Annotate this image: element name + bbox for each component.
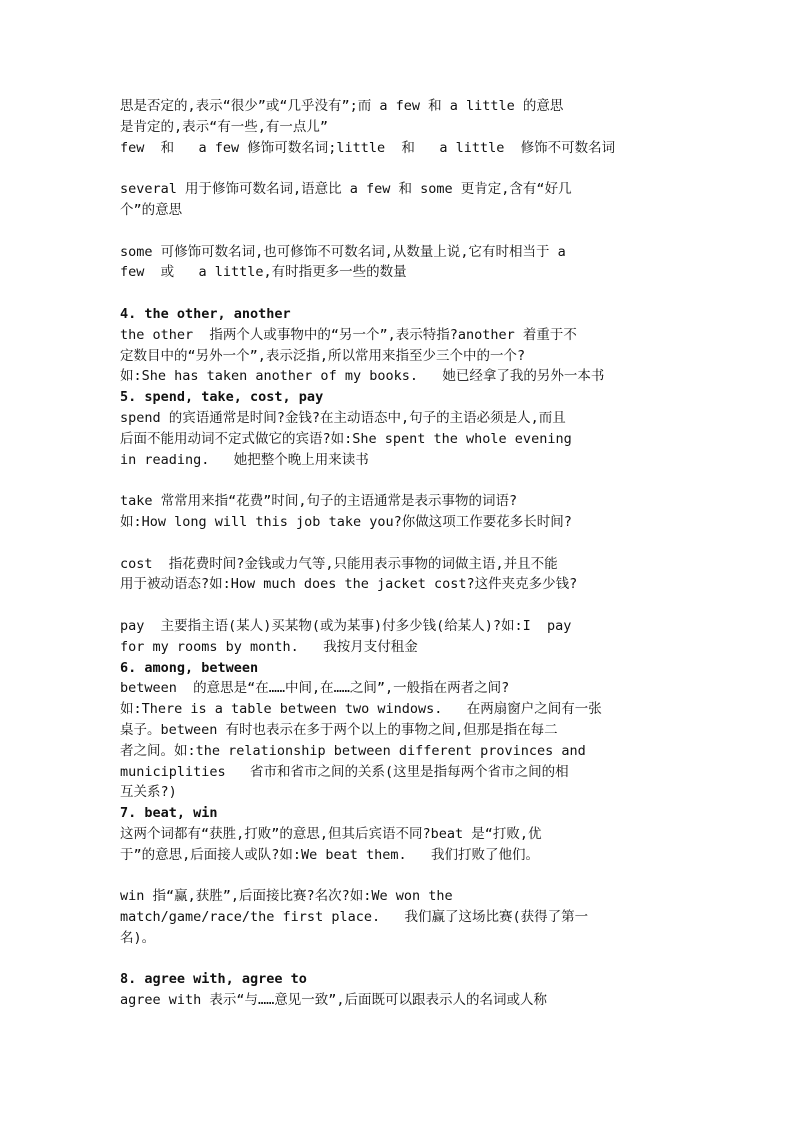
- text-line: few 或 a little,有时指更多一些的数量: [120, 264, 407, 281]
- text-line: match/game/race/the first place. 我们赢了这场比赛(获得了第一: [120, 909, 589, 926]
- paragraph: [120, 678, 680, 803]
- text-line: 用于被动语态?如:How much does the jacket cost?这件夹克多少钱?: [120, 576, 578, 593]
- paragraph: [120, 491, 680, 533]
- text-line: cost 指花费时间?金钱或力气等,只能用表示事物的词做主语,并且不能: [120, 555, 558, 572]
- text-line: municiplities 省市和省市之间的关系(这里是指每两个省市之间的相: [120, 763, 569, 780]
- text-line: 定数目中的“另外一个”,表示泛指,所以常用来指至少三个中的一个?: [120, 347, 526, 364]
- section-heading: 6. among, between: [120, 659, 259, 676]
- text-line: 个”的意思: [120, 201, 183, 218]
- document-page: [120, 96, 680, 1011]
- section-heading: 5. spend, take, cost, pay: [120, 389, 324, 406]
- text-line: 是肯定的,表示“有一些,有一点儿”: [120, 118, 329, 135]
- text-line: in reading. 她把整个晚上用来读书: [120, 451, 369, 468]
- text-line: 后面不能用动词不定式做它的宾语?如:She spent the whole evening: [120, 430, 572, 447]
- paragraph: [120, 990, 680, 1011]
- paragraph-spacer: [120, 949, 680, 970]
- paragraph: [120, 325, 680, 387]
- text-line: 桌子。between 有时也表示在多于两个以上的事物之间,但那是指在每二: [120, 721, 558, 738]
- text-line: some 可修饰可数名词,也可修饰不可数名词,从数量上说,它有时相当于 a: [120, 243, 566, 260]
- text-line: the other 指两个人或事物中的“另一个”,表示特指?another 着重于不: [120, 326, 577, 343]
- paragraph-spacer: [120, 470, 680, 491]
- paragraph: [120, 554, 680, 596]
- paragraph-spacer: [120, 158, 680, 179]
- paragraph: [120, 408, 680, 470]
- paragraph: [120, 96, 680, 158]
- paragraph-spacer: [120, 595, 680, 616]
- paragraph-spacer: [120, 283, 680, 304]
- text-line: agree with 表示“与……意见一致”,后面既可以跟表示人的名词或人称: [120, 992, 548, 1009]
- paragraph: [120, 616, 680, 658]
- text-line: 如:She has taken another of my books. 她已经拿了我的另外一本书: [120, 368, 605, 385]
- section-heading: 4. the other, another: [120, 305, 291, 322]
- text-line: 这两个词都有“获胜,打败”的意思,但其后宾语不同?beat 是“打败,优: [120, 825, 542, 842]
- text-line: for my rooms by month. 我按月支付租金: [120, 638, 418, 655]
- paragraph: [120, 886, 680, 948]
- text-line: 如:How long will this job take you?你做这项工作要花多长时间?: [120, 513, 572, 530]
- text-line: 于”的意思,后面接人或队?如:We beat them. 我们打败了他们。: [120, 846, 540, 863]
- section-heading: 8. agree with, agree to: [120, 971, 307, 988]
- text-line: 如:There is a table between two windows. 在两扇窗户之间有一张: [120, 701, 602, 718]
- section-heading: 7. beat, win: [120, 805, 218, 822]
- paragraph-spacer: [120, 221, 680, 242]
- text-line: several 用于修饰可数名词,语意比 a few 和 some 更肯定,含有“好几: [120, 181, 572, 198]
- text-line: 名)。: [120, 929, 156, 946]
- text-line: few 和 a few 修饰可数名词;little 和 a little 修饰不可数名词: [120, 139, 616, 156]
- paragraph-spacer: [120, 865, 680, 886]
- paragraph: [120, 179, 680, 221]
- paragraph: [120, 242, 680, 284]
- paragraph-spacer: [120, 533, 680, 554]
- text-line: 者之间。如:the relationship between different provinces and: [120, 742, 586, 759]
- text-line: pay 主要指主语(某人)买某物(或为某事)付多少钱(给某人)?如:I pay: [120, 617, 572, 634]
- paragraph: [120, 824, 680, 866]
- text-line: take 常常用来指“花费”时间,句子的主语通常是表示事物的词语?: [120, 493, 518, 510]
- text-line: 思是否定的,表示“很少”或“几乎没有”;而 a few 和 a little 的意思: [120, 98, 564, 114]
- text-line: between 的意思是“在……中间,在……之间”,一般指在两者之间?: [120, 680, 510, 697]
- text-line: 互关系?): [120, 784, 177, 801]
- text-line: spend 的宾语通常是时间?金钱?在主动语态中,句子的主语必须是人,而且: [120, 409, 566, 426]
- text-line: win 指“赢,获胜”,后面接比赛?名次?如:We won the: [120, 888, 453, 905]
